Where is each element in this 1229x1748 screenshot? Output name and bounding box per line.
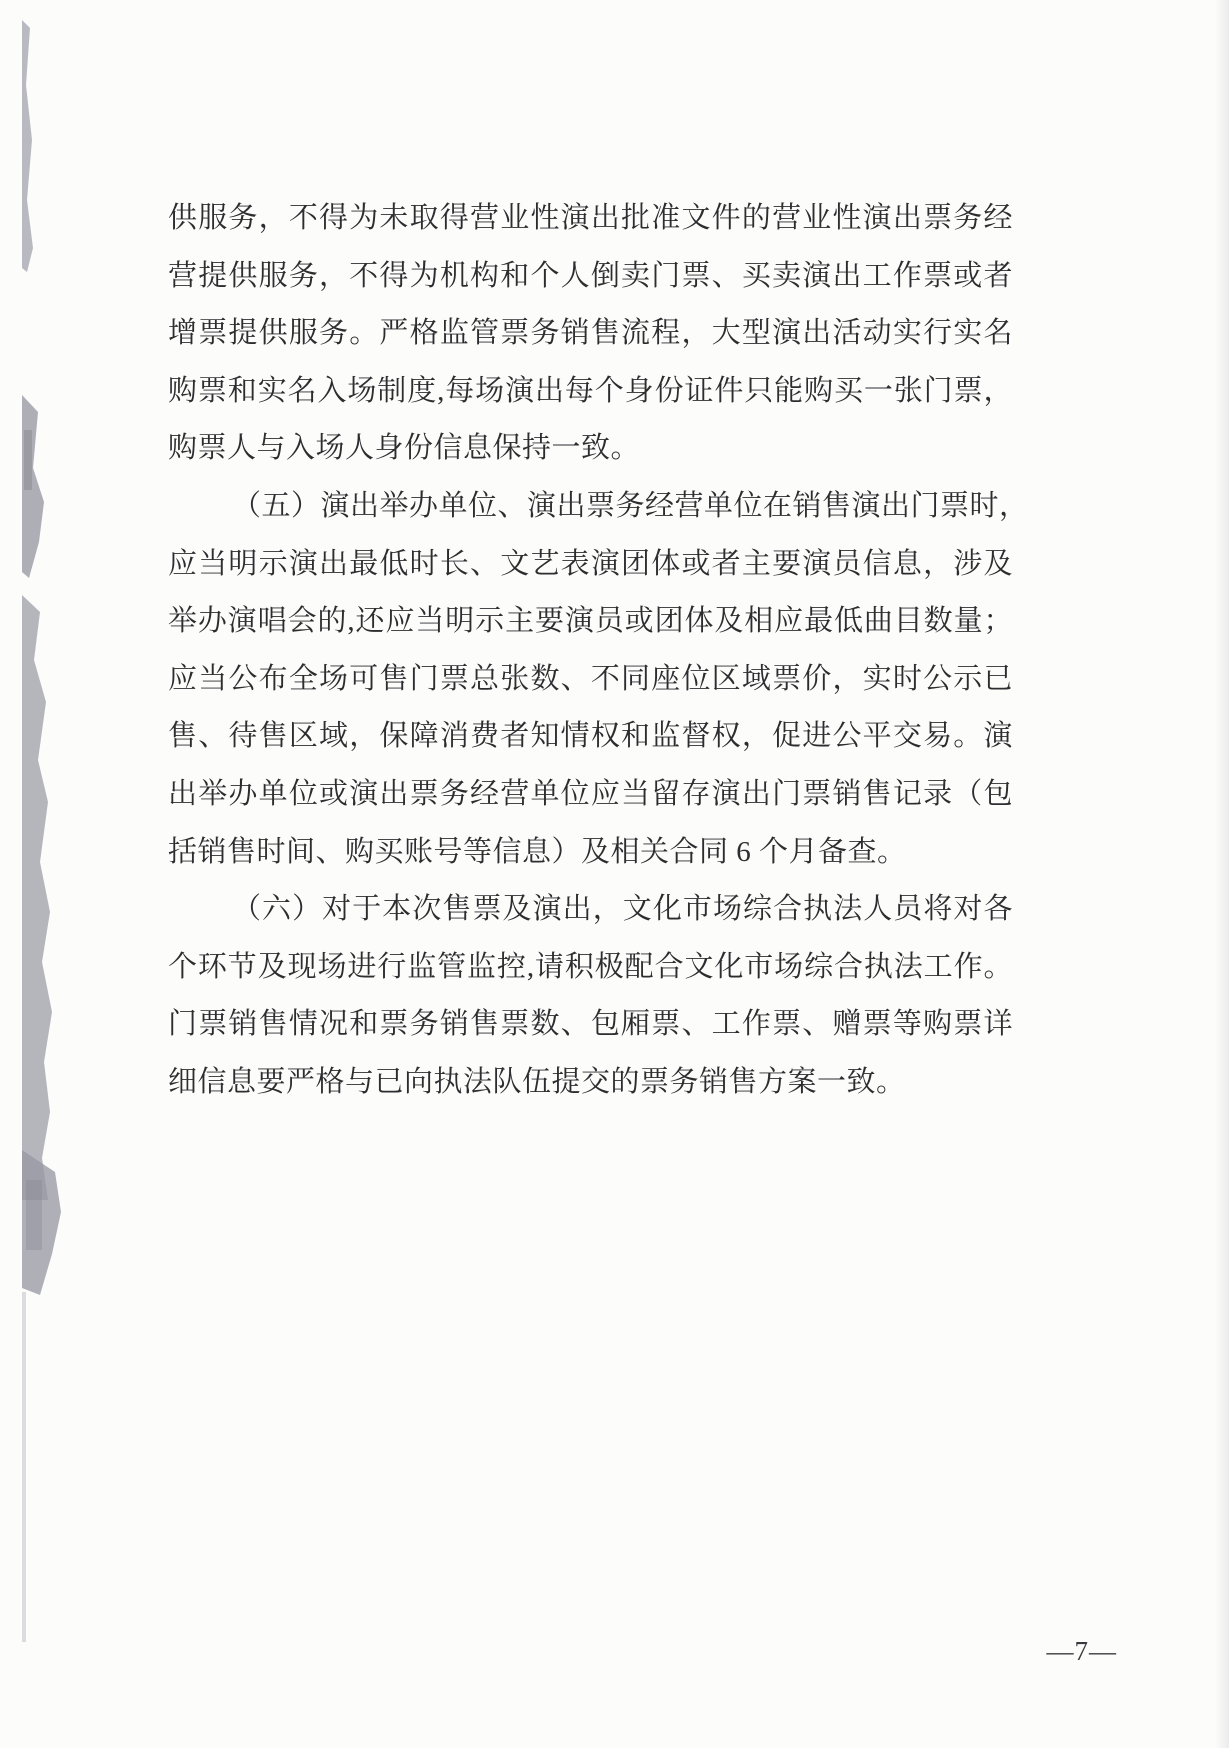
text-line: 购票和实名入场制度,每场演出每个身份证件只能购买一张门票，	[168, 374, 1013, 407]
paragraph	[168, 190, 1013, 478]
text-line: （六）对于本次售票及演出，文化市场综合执法人员将对各	[232, 893, 1013, 926]
text-line: 售、待售区域，保障消费者知情权和监督权，促进公平交易。演	[168, 720, 1013, 753]
text-line: （五）演出举办单位、演出票务经营单位在销售演出门票时，	[232, 489, 1029, 522]
text-line: 举办演唱会的,还应当明示主要演员或团体及相应最低曲目数量；	[168, 605, 1013, 638]
text-line: 应当公布全场可售门票总张数、不同座位区域票价，实时公示已	[168, 662, 1013, 695]
page-edge-artifact	[0, 0, 80, 1748]
scan-right-shading	[1215, 0, 1229, 1748]
paragraph	[168, 881, 1013, 1111]
paragraph	[168, 478, 1029, 881]
text-line: 供服务，不得为未取得营业性演出批准文件的营业性演出票务经	[168, 202, 1013, 234]
text-line: 营提供服务，不得为机构和个人倒卖门票、买卖演出工作票或者	[168, 259, 1013, 292]
text-line: 购票人与入场人身份信息保持一致。	[168, 432, 641, 465]
text-line: 细信息要严格与已向执法队伍提交的票务销售方案一致。	[168, 1065, 906, 1098]
text-line: 应当明示演出最低时长、文艺表演团体或者主要演员信息，涉及	[168, 547, 1013, 580]
text-line: 出举办单位或演出票务经营单位应当留存演出门票销售记录（包	[168, 777, 1013, 810]
text-line: 门票销售情况和票务销售票数、包厢票、工作票、赠票等购票详	[168, 1008, 1013, 1041]
text-line: 括销售时间、购买账号等信息）及相关合同 6 个月备查。	[168, 835, 907, 868]
page-number: —7—	[1046, 1636, 1117, 1666]
text-line: 个环节及现场进行监管监控,请积极配合文化市场综合执法工作。	[168, 950, 1013, 983]
document-body	[168, 190, 1029, 1112]
text-line: 增票提供服务。严格监管票务销售流程，大型演出活动实行实名	[168, 317, 1013, 350]
